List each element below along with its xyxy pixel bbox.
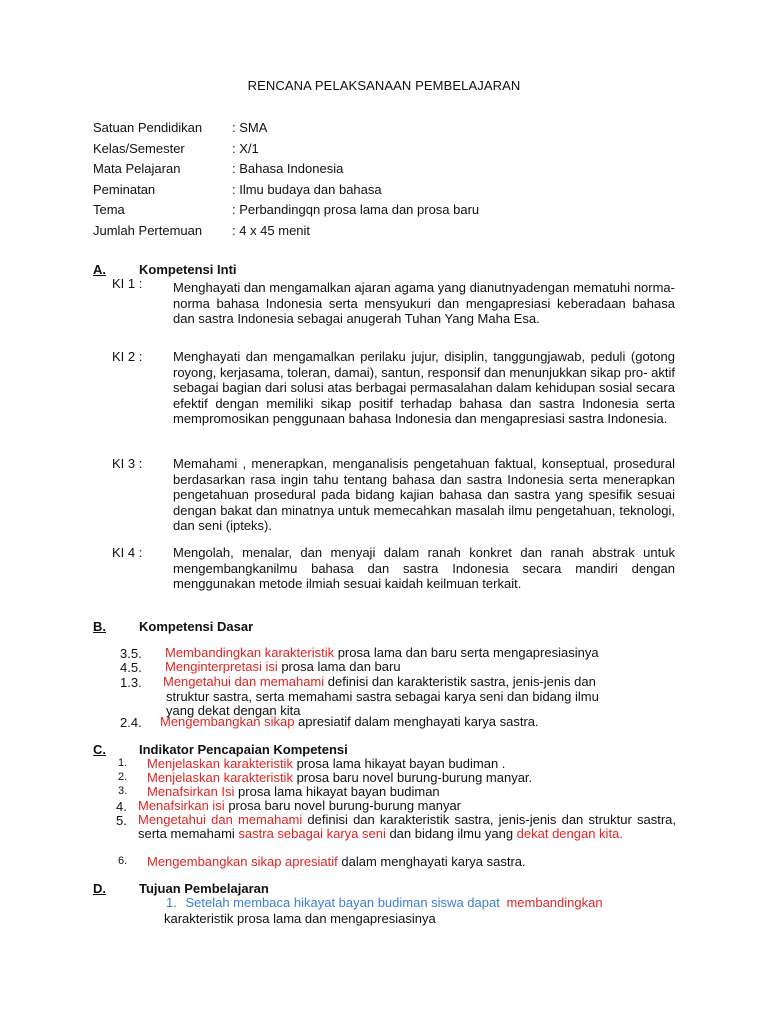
indicator-text: definisi dan karakteristik sastra, jenis-jenis dan struktur sastra, serta memahami	[138, 812, 676, 842]
kd-number: 2.4.	[120, 715, 142, 730]
indicator-keyword: Menjelaskan karakteristik	[147, 770, 293, 785]
kd-continuation: yang dekat dengan kita	[166, 703, 301, 718]
identity-value: : Bahasa Indonesia	[232, 161, 344, 177]
ki-label: KI 4 :	[112, 545, 143, 560]
indicator-text: prosa baru novel burung-burung manyar	[224, 798, 462, 813]
kd-text: prosa lama dan baru	[277, 659, 401, 674]
kd-continuation: struktur sastra, serta memahami sastra sebagai karya seni dan bidang ilmu	[166, 689, 599, 704]
identity-value: : Ilmu budaya dan bahasa	[232, 181, 382, 197]
indicator-text: prosa lama hikayat bayan budiman	[234, 784, 440, 799]
ki-label: KI 1 :	[112, 276, 143, 291]
indicator-keyword: Menafsirkan Isi	[147, 784, 235, 799]
kd-keyword: Membandingkan karakteristik	[165, 645, 335, 660]
section-letter: A.	[93, 262, 106, 277]
kd-text: apresiatif dalam menghayati karya sastra.	[294, 714, 539, 729]
identity-value: : SMA	[232, 120, 268, 135]
indicator-keyword: Menafsirkan isi	[138, 798, 225, 813]
indicator-number: 2.	[118, 771, 128, 783]
ki-text: Mengolah, menalar, dan menyaji dalam ranah konkret dan ranah abstrak untuk mengembangkanilmu bahasa dan sastra Indonesia secara mandiri dengan menggunakan metode ilmiah sesuai kaidah keilmuan terkait.	[173, 545, 675, 591]
ki-text: Menghayati dan mengamalkan ajaran agama yang dianutnyadengan mematuhi norma-norma bahasa Indonesia serta mensyukuri dan mengapresiasi keberadaan bahasa dan sastra Indonesia sebagai anugerah Tuhan Yang Maha Esa.	[173, 280, 675, 326]
indicator-number: 6.	[118, 855, 128, 867]
identity-value: : Perbandingqn prosa lama dan prosa baru	[232, 202, 480, 218]
section-letter: B.	[93, 619, 106, 634]
kd-text: definisi dan karakteristik sastra, jenis-jenis dan	[324, 674, 596, 689]
ki-label: KI 2 :	[112, 349, 143, 364]
indicator-keyword: dekat dengan kita.	[516, 826, 623, 842]
ki-text: Menghayati dan mengamalkan perilaku jujur, disiplin, tanggungjawab, peduli (gotong royong, kerjasama, toleran, damai), santun, responsif dan menunjukkan sikap pro- aktif sebagai bagian dari solusi atas berbagai permasalahan dalam kehidupan sosial secara efektif dengan memiliki sikap positif terhadap bahasa dan sastra Indonesia serta mempromosikan penggunaan bahasa Indonesia dan mengapresiasi sastra Indonesia.	[173, 349, 675, 426]
goal-number: 1.	[166, 895, 177, 910]
kd-keyword: Menginterpretasi isi	[165, 659, 278, 674]
section-title: Kompetensi Inti	[139, 262, 237, 277]
indicator-number: 3.	[118, 785, 128, 797]
goal-text: Setelah membaca hikayat bayan budiman siswa dapat	[185, 895, 500, 910]
ki-text: Memahami , menerapkan, menganalisis pengetahuan faktual, konseptual, prosedural berdasarkan rasa ingin tahu tentang bahasa dan sastra Indonesia serta menerapkan pengetahuan prosedural pada bidang kajian bahasa dan sastra yang spesifik sesuai dengan bakat dan minatnya untuk memecahkan masalah ilmu pengetahuan, teknologi, dan seni (ipteks).	[173, 456, 675, 533]
section-letter: D.	[93, 881, 106, 896]
goal-item	[166, 895, 603, 910]
indicator-keyword: Mengetahui dan memahami	[138, 812, 303, 827]
indicator-keyword: Menjelaskan karakteristik	[147, 756, 293, 771]
kd-number: 3.5.	[120, 646, 142, 661]
identity-label: Kelas/Semester	[93, 140, 185, 156]
goal-continuation: karakteristik prosa lama dan mengapresiasinya	[164, 911, 436, 926]
identity-label: Satuan Pendidikan	[93, 120, 203, 135]
indicator-text: dan bidang ilmu yang	[385, 826, 517, 842]
kd-keyword: Mengembangkan sikap	[160, 714, 295, 729]
identity-label: Mata Pelajaran	[93, 161, 181, 177]
section-title: Kompetensi Dasar	[139, 619, 254, 634]
section-title: Indikator Pencapaian Kompetensi	[139, 742, 348, 757]
indicator-number: 1.	[118, 757, 128, 769]
identity-label: Jumlah Pertemuan	[93, 222, 203, 238]
kd-number: 1.3.	[120, 675, 142, 690]
document-title: RENCANA PELAKSANAAN PEMBELAJARAN	[247, 78, 521, 93]
identity-label: Peminatan	[93, 181, 156, 197]
indicator-text: dalam menghayati karya sastra.	[337, 854, 526, 869]
section-letter: C.	[93, 742, 106, 757]
identity-label: Tema	[93, 202, 125, 218]
indicator-text: prosa lama hikayat bayan budiman .	[292, 756, 506, 771]
kd-text: prosa lama dan baru serta mengapresiasinya	[334, 645, 599, 660]
goal-keyword: membandingkan	[506, 895, 603, 910]
indicator-number: 5.	[116, 813, 127, 828]
indicator-text: prosa baru novel burung-burung manyar.	[292, 770, 533, 785]
section-title: Tujuan Pembelajaran	[139, 881, 269, 896]
kd-keyword: Mengetahui dan memahami	[163, 674, 325, 689]
identity-value: : X/1	[232, 140, 259, 156]
identity-value: : 4 x 45 menit	[232, 222, 311, 238]
indicator-keyword: Mengembangkan sikap apresiatif	[147, 854, 338, 869]
indicator-keyword: sastra sebagai karya seni	[238, 826, 386, 842]
indicator-number: 4.	[116, 799, 127, 814]
kd-number: 4.5.	[120, 660, 142, 675]
ki-label: KI 3 :	[112, 456, 143, 471]
